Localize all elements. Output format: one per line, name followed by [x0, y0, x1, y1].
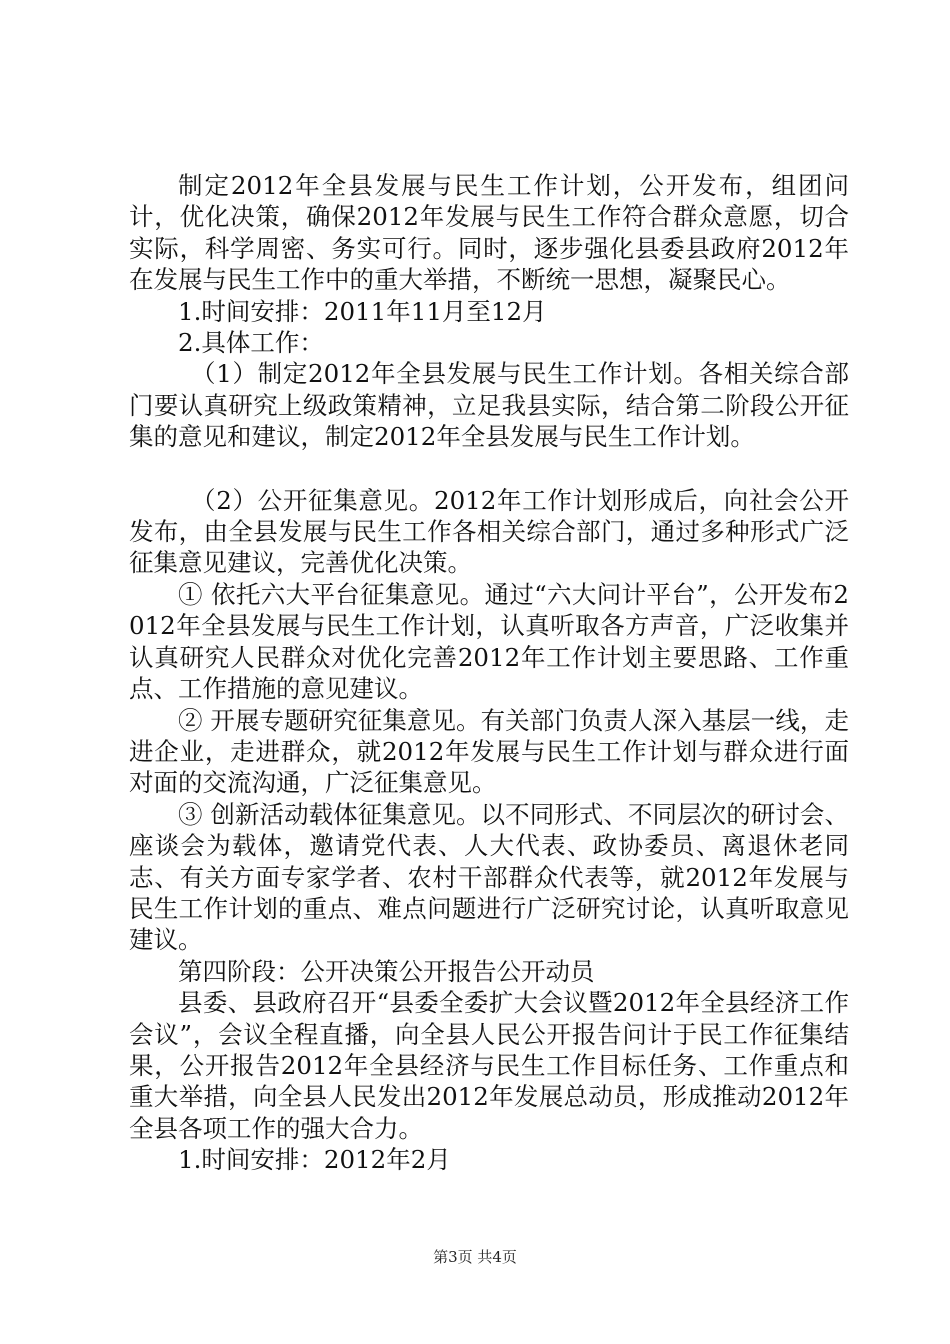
- document-body: [129, 170, 849, 1176]
- paragraph-subitem-2: ② 开展专题研究征集意见。有关部门负责人深入基层一线，走进企业，走进群众，就2012年发展与民生工作计划与群众进行面对面的交流沟通，广泛征集意见。: [129, 705, 849, 798]
- paragraph-subitem-3: ③ 创新活动载体征集意见。以不同形式、不同层次的研讨会、座谈会为载体，邀请党代表、人大代表、政协委员、离退休老同志、有关方面专家学者、农村干部群众代表等，就2012年发展与民生工作计划的重点、难点问题进行广泛研究讨论，认真听取意见建议。: [129, 799, 849, 955]
- paragraph-item-1: （1）制定2012年全县发展与民生工作计划。各相关综合部门要认真研究上级政策精神，立足我县实际，结合第二阶段公开征集的意见和建议，制定2012年全县发展与民生工作计划。: [129, 359, 849, 452]
- page-footer: 第3页 共4页: [433, 1248, 517, 1266]
- section-heading-stage-four: 第四阶段：公开决策公开报告公开动员: [178, 956, 595, 986]
- paragraph-time-schedule-2: 1.时间安排：2012年2月: [178, 1145, 451, 1175]
- paragraph-stage-four-body: 县委、县政府召开“县委全委扩大会议暨2012年全县经济工作会议”，会议全程直播，向全县人民公开报告问计于民工作征集结果，公开报告2012年全县经济与民生工作目标任务、工作重点和重大举措，向全县人民发出2012年发展总动员，形成推动2012年全县各项工作的强大合力。: [129, 988, 849, 1143]
- paragraph-specific-work: 2.具体工作：: [178, 328, 324, 358]
- paragraph-subitem-1: ① 依托六大平台征集意见。通过“六大问计平台”，公开发布2012年全县发展与民生工作计划，认真听取各方声音，广泛收集并认真研究人民群众对优化完善2012年工作计划主要思路、工作重点、工作措施的意见建议。: [129, 579, 849, 704]
- paragraph-plan-intro: 制定2012年全县发展与民生工作计划，公开发布，组团问计，优化决策，确保2012年发展与民生工作符合群众意愿，切合实际，科学周密、务实可行。同时，逐步强化县委县政府2012年在发展与民生工作中的重大举措，不断统一思想，凝聚民心。: [129, 171, 849, 295]
- paragraph-time-schedule: 1.时间安排：2011年11月至12月: [178, 296, 547, 326]
- paragraph-item-2: （2）公开征集意见。2012年工作计划形成后，向社会公开发布，由全县发展与民生工作各相关综合部门，通过多种形式广泛征集意见建议，完善优化决策。: [129, 485, 849, 578]
